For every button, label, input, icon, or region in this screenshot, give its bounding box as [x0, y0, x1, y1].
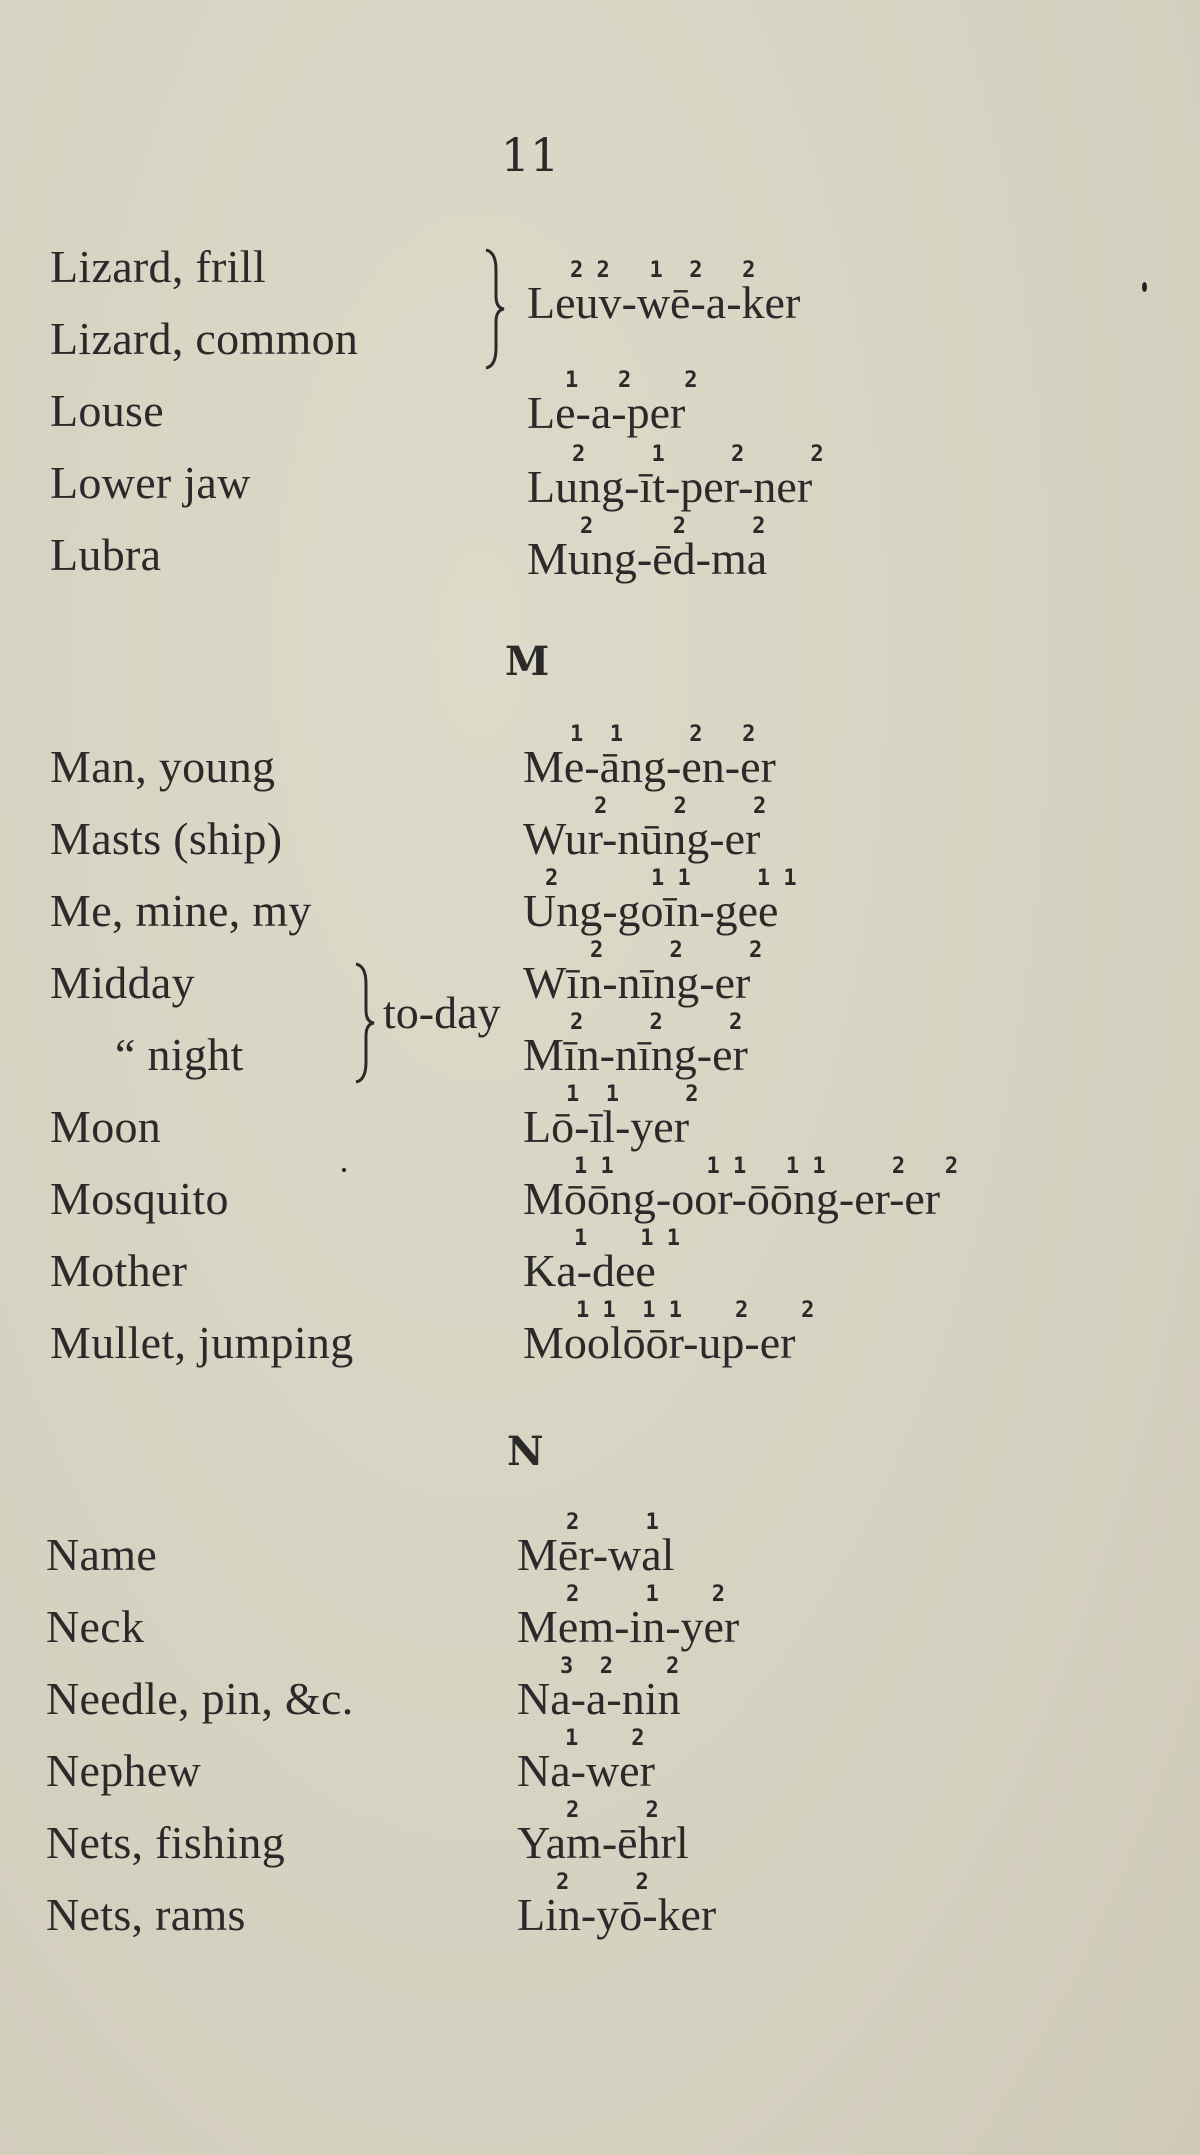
accent-marks: 2 1: [566, 1510, 659, 1535]
entry-english: Moon: [50, 1101, 162, 1152]
entry-native: Ung-goīn-gee: [523, 885, 779, 936]
entry-native: Mem-in-yer: [517, 1601, 740, 1652]
entry-english: Midday: [50, 957, 195, 1008]
accent-marks: 2 1 1 1 1: [545, 866, 797, 891]
entry-native: Lō-īl-yer: [523, 1101, 690, 1152]
accent-marks: 2 2: [566, 1798, 659, 1823]
entry-english: Name: [46, 1529, 158, 1580]
entry-english: Nets, fishing: [46, 1817, 285, 1868]
ink-speck: [342, 1168, 346, 1172]
accent-marks: 2 2 2: [570, 1010, 743, 1035]
accent-marks: 3 2 2: [560, 1654, 680, 1679]
accent-marks: 1 1 1 1 2 2: [576, 1298, 815, 1323]
entry-english: “ night: [115, 1029, 244, 1080]
entry-english: Needle, pin, &c.: [46, 1673, 354, 1724]
entry-native: Na-wer: [517, 1745, 655, 1796]
accent-marks: 2 2 2: [590, 938, 763, 963]
entry-native: Wur-nūng-er: [523, 813, 761, 864]
entry-native: Lin-yō-ker: [517, 1889, 717, 1940]
entry-native: Ka-dee: [523, 1245, 656, 1296]
entry-native: Moolōōr-up-er: [523, 1317, 796, 1368]
entry-native: Mīn-nīng-er: [523, 1029, 748, 1080]
entry-english: Lizard, frill: [50, 241, 266, 292]
entry-english: Neck: [46, 1601, 145, 1652]
entry-english: Masts (ship): [50, 813, 283, 864]
page-number: 11: [500, 128, 560, 182]
entry-english: Nephew: [46, 1745, 202, 1796]
accent-marks: 2 1 2: [566, 1582, 725, 1607]
entry-english: Mosquito: [50, 1173, 229, 1224]
entry-english: Me, mine, my: [50, 885, 312, 936]
entry-native: Le-a-per: [527, 387, 686, 438]
accent-marks: 2 2 2: [580, 514, 766, 539]
accent-marks: 1 2: [565, 1726, 645, 1751]
entry-native: Na-a-nin: [517, 1673, 681, 1724]
section-heading: N: [507, 1428, 544, 1475]
curly-brace-icon: [482, 248, 508, 370]
entry-english: Louse: [50, 385, 164, 436]
entry-english: Mother: [50, 1245, 188, 1296]
accent-marks: 2 2: [556, 1870, 649, 1895]
entry-native: Yam-ēhrl: [517, 1817, 689, 1868]
accent-marks: 2 2 1 2 2: [570, 258, 756, 283]
entry-native: Wīn-nīng-er: [523, 957, 751, 1008]
accent-marks: 1 2 2: [565, 368, 698, 393]
ink-speck: [1142, 282, 1147, 292]
bracket-note: to-day: [383, 987, 501, 1038]
entry-english: Lubra: [50, 529, 162, 580]
accent-marks: 1 1 1 1 1 1 2 2: [574, 1154, 959, 1179]
entry-english: Lizard, common: [50, 313, 359, 364]
entry-native: Mōōng-oor-ōōng-er-er: [523, 1173, 941, 1224]
entry-native: Me-āng-en-er: [523, 741, 776, 792]
accent-marks: 2 2 2: [594, 794, 767, 819]
section-heading: M: [505, 638, 550, 685]
accent-marks: 1 1 2: [566, 1082, 699, 1107]
accent-marks: 2 1 2 2: [572, 442, 824, 467]
curly-brace-icon: [352, 962, 378, 1084]
entry-english: Mullet, jumping: [50, 1317, 354, 1368]
entry-english: Man, young: [50, 741, 276, 792]
accent-marks: 1 1 1: [574, 1226, 680, 1251]
entry-native: Lung-īt-per-ner: [527, 461, 813, 512]
accent-marks: 1 1 2 2: [570, 722, 756, 747]
entry-english: Lower jaw: [50, 457, 251, 508]
entry-native: Leuv-wē-a-ker: [527, 277, 801, 328]
entry-native: Mung-ēd-ma: [527, 533, 768, 584]
entry-native: Mēr-wal: [517, 1529, 675, 1580]
entry-english: Nets, rams: [46, 1889, 246, 1940]
